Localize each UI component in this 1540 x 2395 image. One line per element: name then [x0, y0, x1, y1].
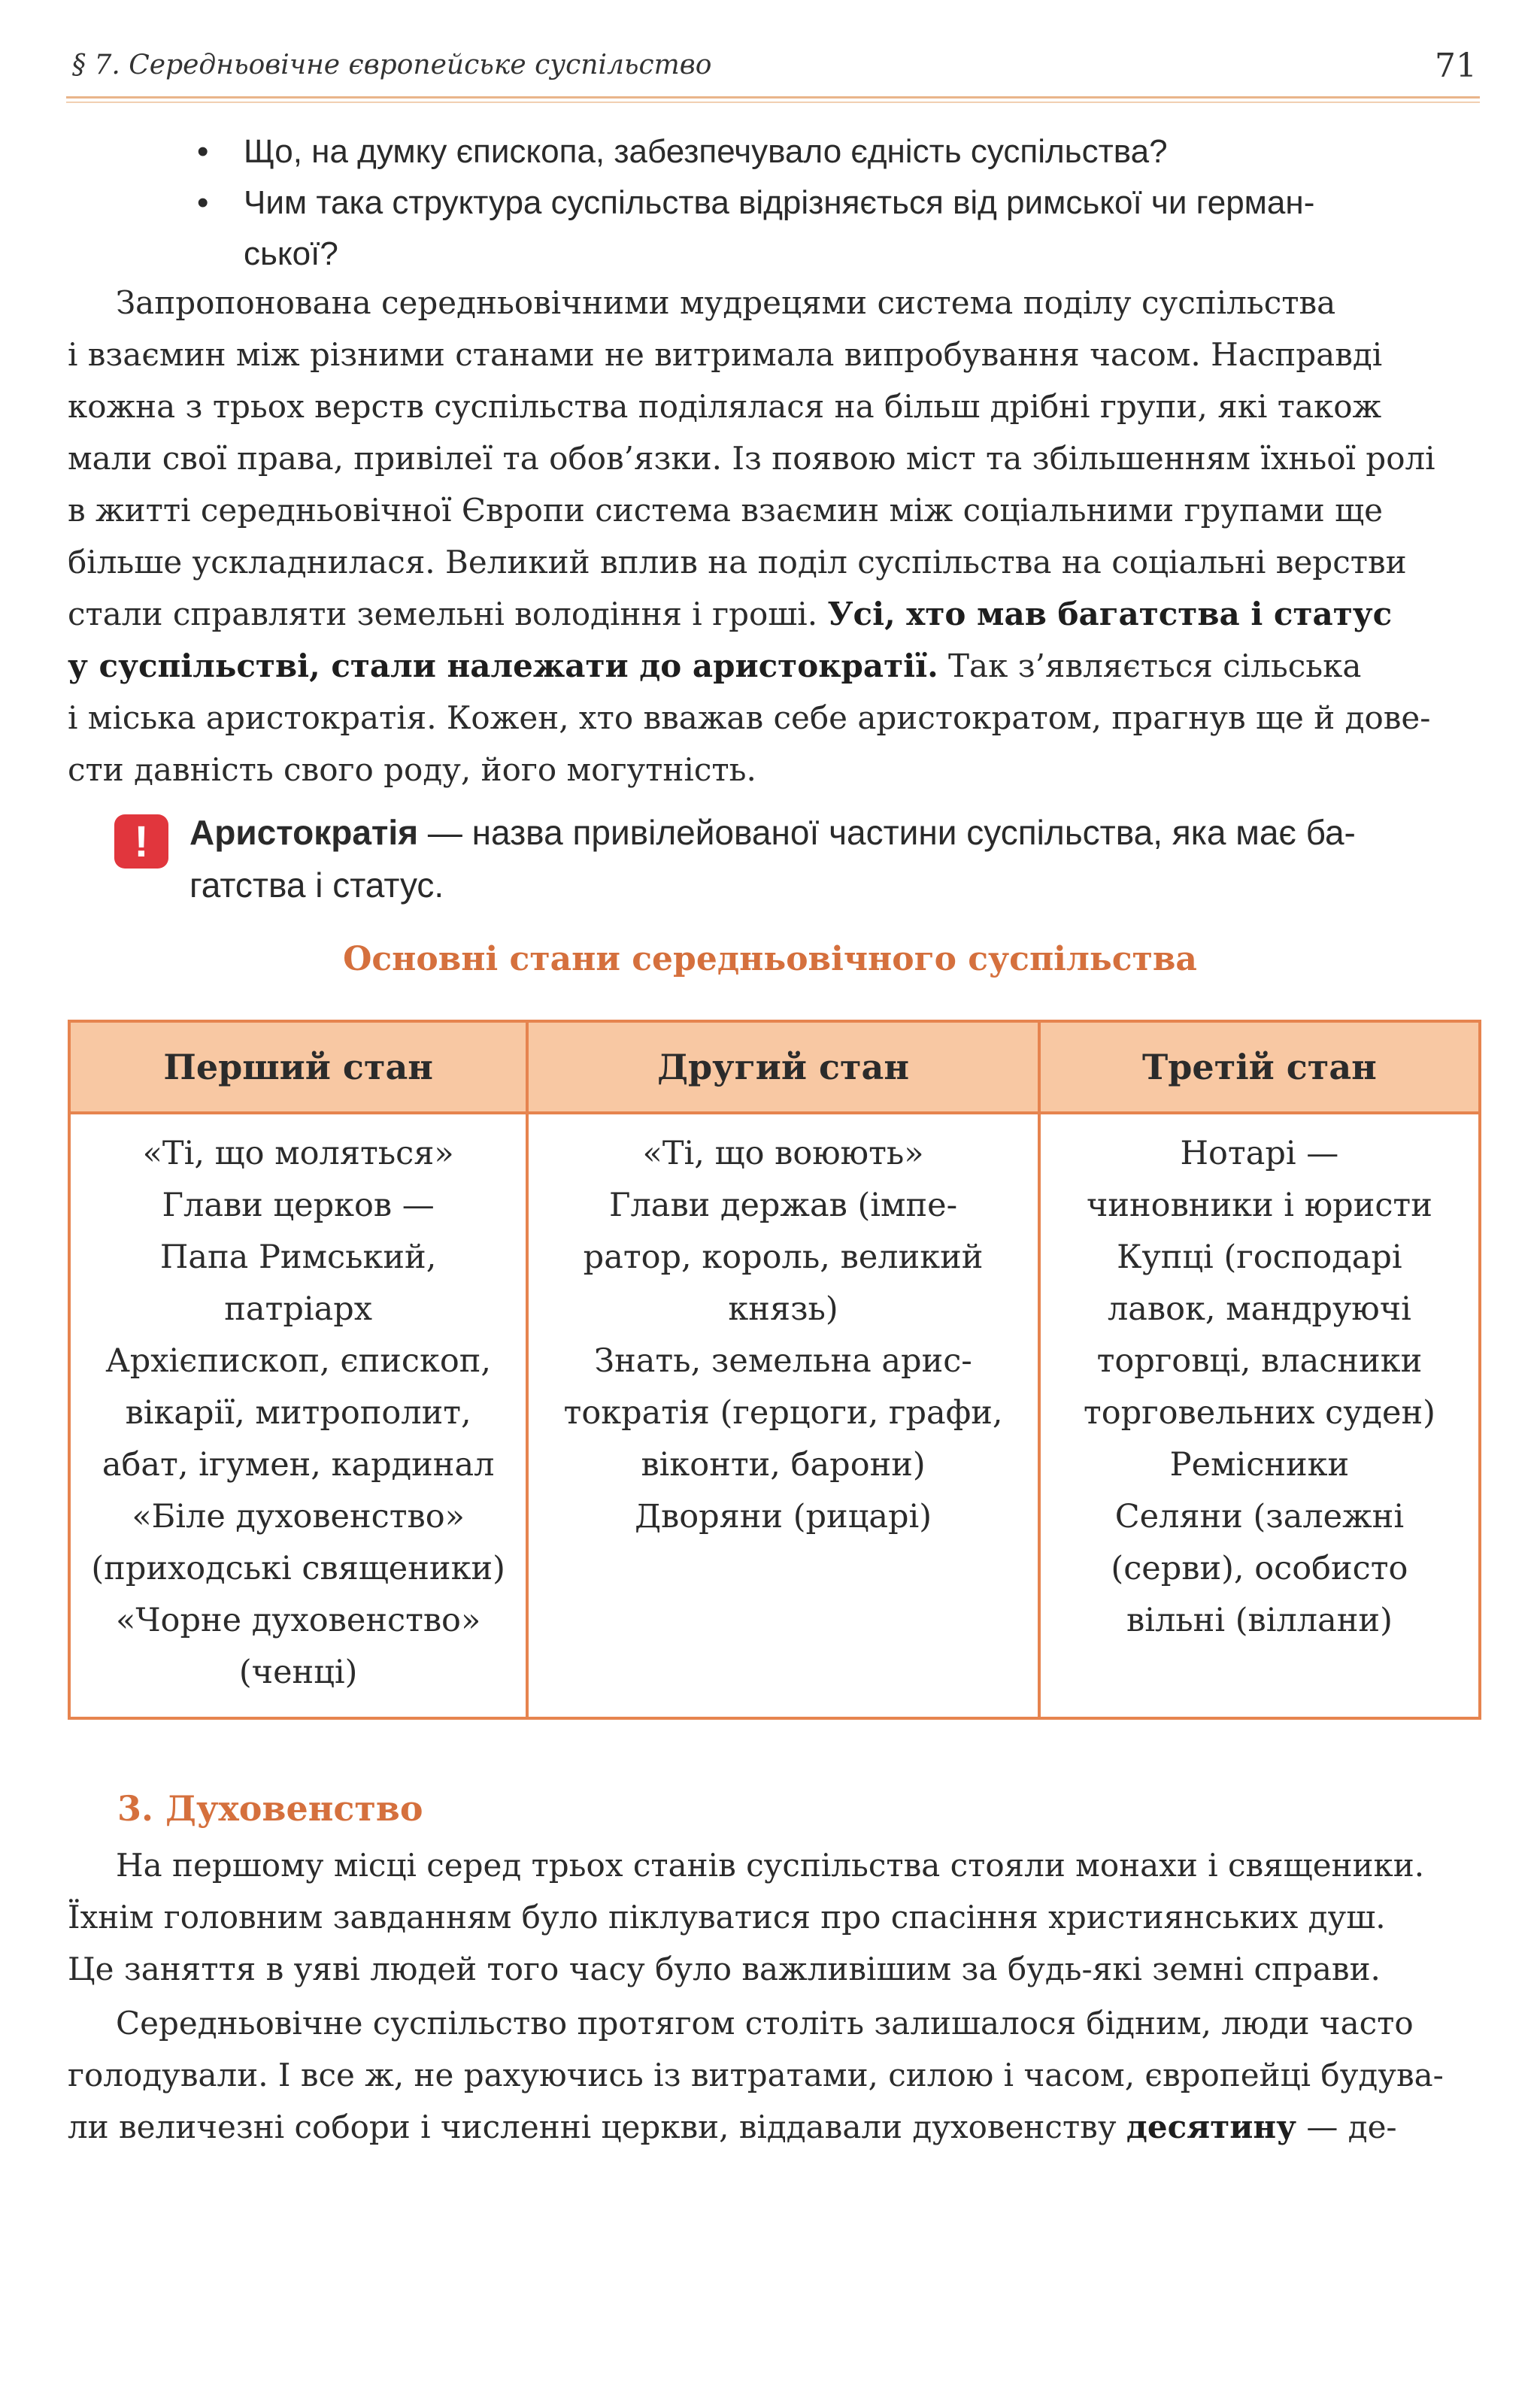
cell-line: вільні (віллани) [1126, 1602, 1393, 1639]
definition-block [189, 806, 1481, 911]
text-line: і взаємин між різними станами не витримала випробування часом. Насправді [68, 336, 1383, 373]
page-number: 71 [1435, 47, 1477, 85]
cell-line: торговельних суден) [1083, 1394, 1435, 1432]
cell-line: вікарії, митрополит, [125, 1394, 471, 1432]
text-line: Їхнім головним завданням було піклуватися про спасіння християнських душ. [68, 1899, 1386, 1936]
text-line: мали свої права, привілеї та обов’язки. Із появою міст та збільшенням їхньої ролі [68, 440, 1435, 477]
cell-line: Глави держав (імпе- [609, 1187, 958, 1224]
cell-line: Дворяни (рицарі) [635, 1498, 932, 1536]
cell-line: (серви), особисто [1111, 1550, 1408, 1587]
page-header [66, 42, 1480, 95]
cell-line: «Біле духовенство» [132, 1498, 465, 1536]
section-heading: 3. Духовенство [117, 1788, 423, 1829]
text-line: Середньовічне суспільство протягом століть залишалося бідним, люди часто [116, 2005, 1414, 2042]
body-paragraph [68, 1839, 1480, 1995]
body-paragraph [68, 277, 1480, 796]
column-header-second-estate: Другий стан [527, 1021, 1039, 1113]
cell-line: торговці, власники [1096, 1342, 1423, 1380]
definition-text-continued: гатства і статус. [189, 866, 444, 905]
cell-line: ратор, король, великий [583, 1238, 984, 1276]
cell-line: «Ті, що воюють» [642, 1135, 924, 1172]
definition-text: — назва привілейованої частини суспільства, яка має ба- [418, 813, 1356, 852]
cell-line: «Ті, що моляться» [142, 1135, 454, 1172]
text-line: більше ускладнилася. Великий вплив на поділ суспільства на соціальні верстви [68, 544, 1407, 581]
cell-line: чиновники і юристи [1086, 1187, 1432, 1224]
question-list [197, 126, 1430, 280]
cell-line: Купці (господарі [1117, 1238, 1402, 1276]
key-term: десятину [1126, 2109, 1297, 2145]
cell-line: «Чорне духовенство» [116, 1602, 481, 1639]
second-estate-cell [527, 1113, 1039, 1718]
text-line: голодували. І все ж, не рахуючись із витратами, силою і часом, європейці будува- [68, 2057, 1444, 2093]
header-divider-secondary [66, 102, 1480, 103]
cell-line: віконти, барони) [641, 1446, 926, 1484]
cell-line: лавок, мандруючі [1107, 1290, 1411, 1328]
text-line: Запропонована середньовічними мудрецями система поділу суспільства [116, 284, 1336, 321]
text-line: Так з’являється сільська [938, 647, 1362, 684]
question-text: Чим така структура суспільства відрізняється від римської чи герман- [244, 184, 1315, 221]
cell-line: Глави церков — [162, 1187, 435, 1224]
header-divider [66, 96, 1480, 99]
first-estate-cell [69, 1113, 527, 1718]
column-header-first-estate: Перший стан [69, 1021, 527, 1113]
cell-line: князь) [728, 1290, 838, 1328]
text-line: стали справляти земельні володіння і гроші. [68, 596, 828, 632]
table-title: Основні стани середньовічного суспільства [343, 940, 1197, 978]
bullet-marker: • [197, 133, 209, 170]
cell-line: Ремісники [1169, 1446, 1350, 1484]
emphasis-text: у суспільстві, стали належати до аристократії. [68, 647, 938, 684]
text-line: На першому місці серед трьох станів суспільства стояли монахи і священики. [116, 1847, 1425, 1884]
text-line: кожна з трьох верств суспільства поділялася на більш дрібні групи, які також [68, 388, 1382, 425]
cell-line: (приходські священики) [91, 1550, 505, 1587]
text-line: Це заняття в уяві людей того часу було важливішим за будь-які земні справи. [68, 1951, 1381, 1987]
column-header-third-estate: Третій стан [1039, 1021, 1480, 1113]
text-line: ли величезні собори і численні церкви, віддавали духовенству [68, 2109, 1126, 2145]
cell-line: абат, ігумен, кардинал [102, 1446, 495, 1484]
cell-line: Папа Римський, [159, 1238, 437, 1276]
definition-term: Аристократія [189, 813, 419, 852]
exclamation-icon: ! [114, 814, 168, 869]
text-line: — де- [1296, 2109, 1397, 2145]
emphasis-text: Усі, хто мав багатства і статус [827, 596, 1393, 632]
bullet-marker: • [197, 184, 209, 221]
table-row [69, 1113, 1480, 1718]
cell-line: Знать, земельна арис- [594, 1342, 972, 1380]
text-line: в житті середньовічної Європи система взаємин між соціальними групами ще [68, 492, 1383, 529]
text-line: і міська аристократія. Кожен, хто вважав себе аристократом, прагнув ще й дове- [68, 699, 1431, 736]
cell-line: Нотарі — [1180, 1135, 1339, 1172]
third-estate-cell [1039, 1113, 1480, 1718]
estates-table [68, 1020, 1481, 1720]
cell-line: Селяни (залежні [1114, 1498, 1405, 1536]
body-paragraph [68, 1997, 1480, 2153]
question-text: Що, на думку єпископа, забезпечувало єдність суспільства? [244, 133, 1168, 170]
cell-line: (ченці) [238, 1654, 358, 1691]
cell-line: патріарх [224, 1290, 373, 1328]
question-text-continued: ської? [244, 235, 338, 272]
cell-line: Архієпископ, єпископ, [105, 1342, 492, 1380]
list-item [197, 177, 1430, 280]
text-line: сти давність свого роду, його могутність. [68, 751, 756, 788]
table-header-row [69, 1021, 1480, 1113]
cell-line: тократія (герцоги, графи, [563, 1394, 1003, 1432]
list-item [197, 126, 1430, 177]
running-title: § 7. Середньовічне європейське суспільство [72, 50, 712, 80]
